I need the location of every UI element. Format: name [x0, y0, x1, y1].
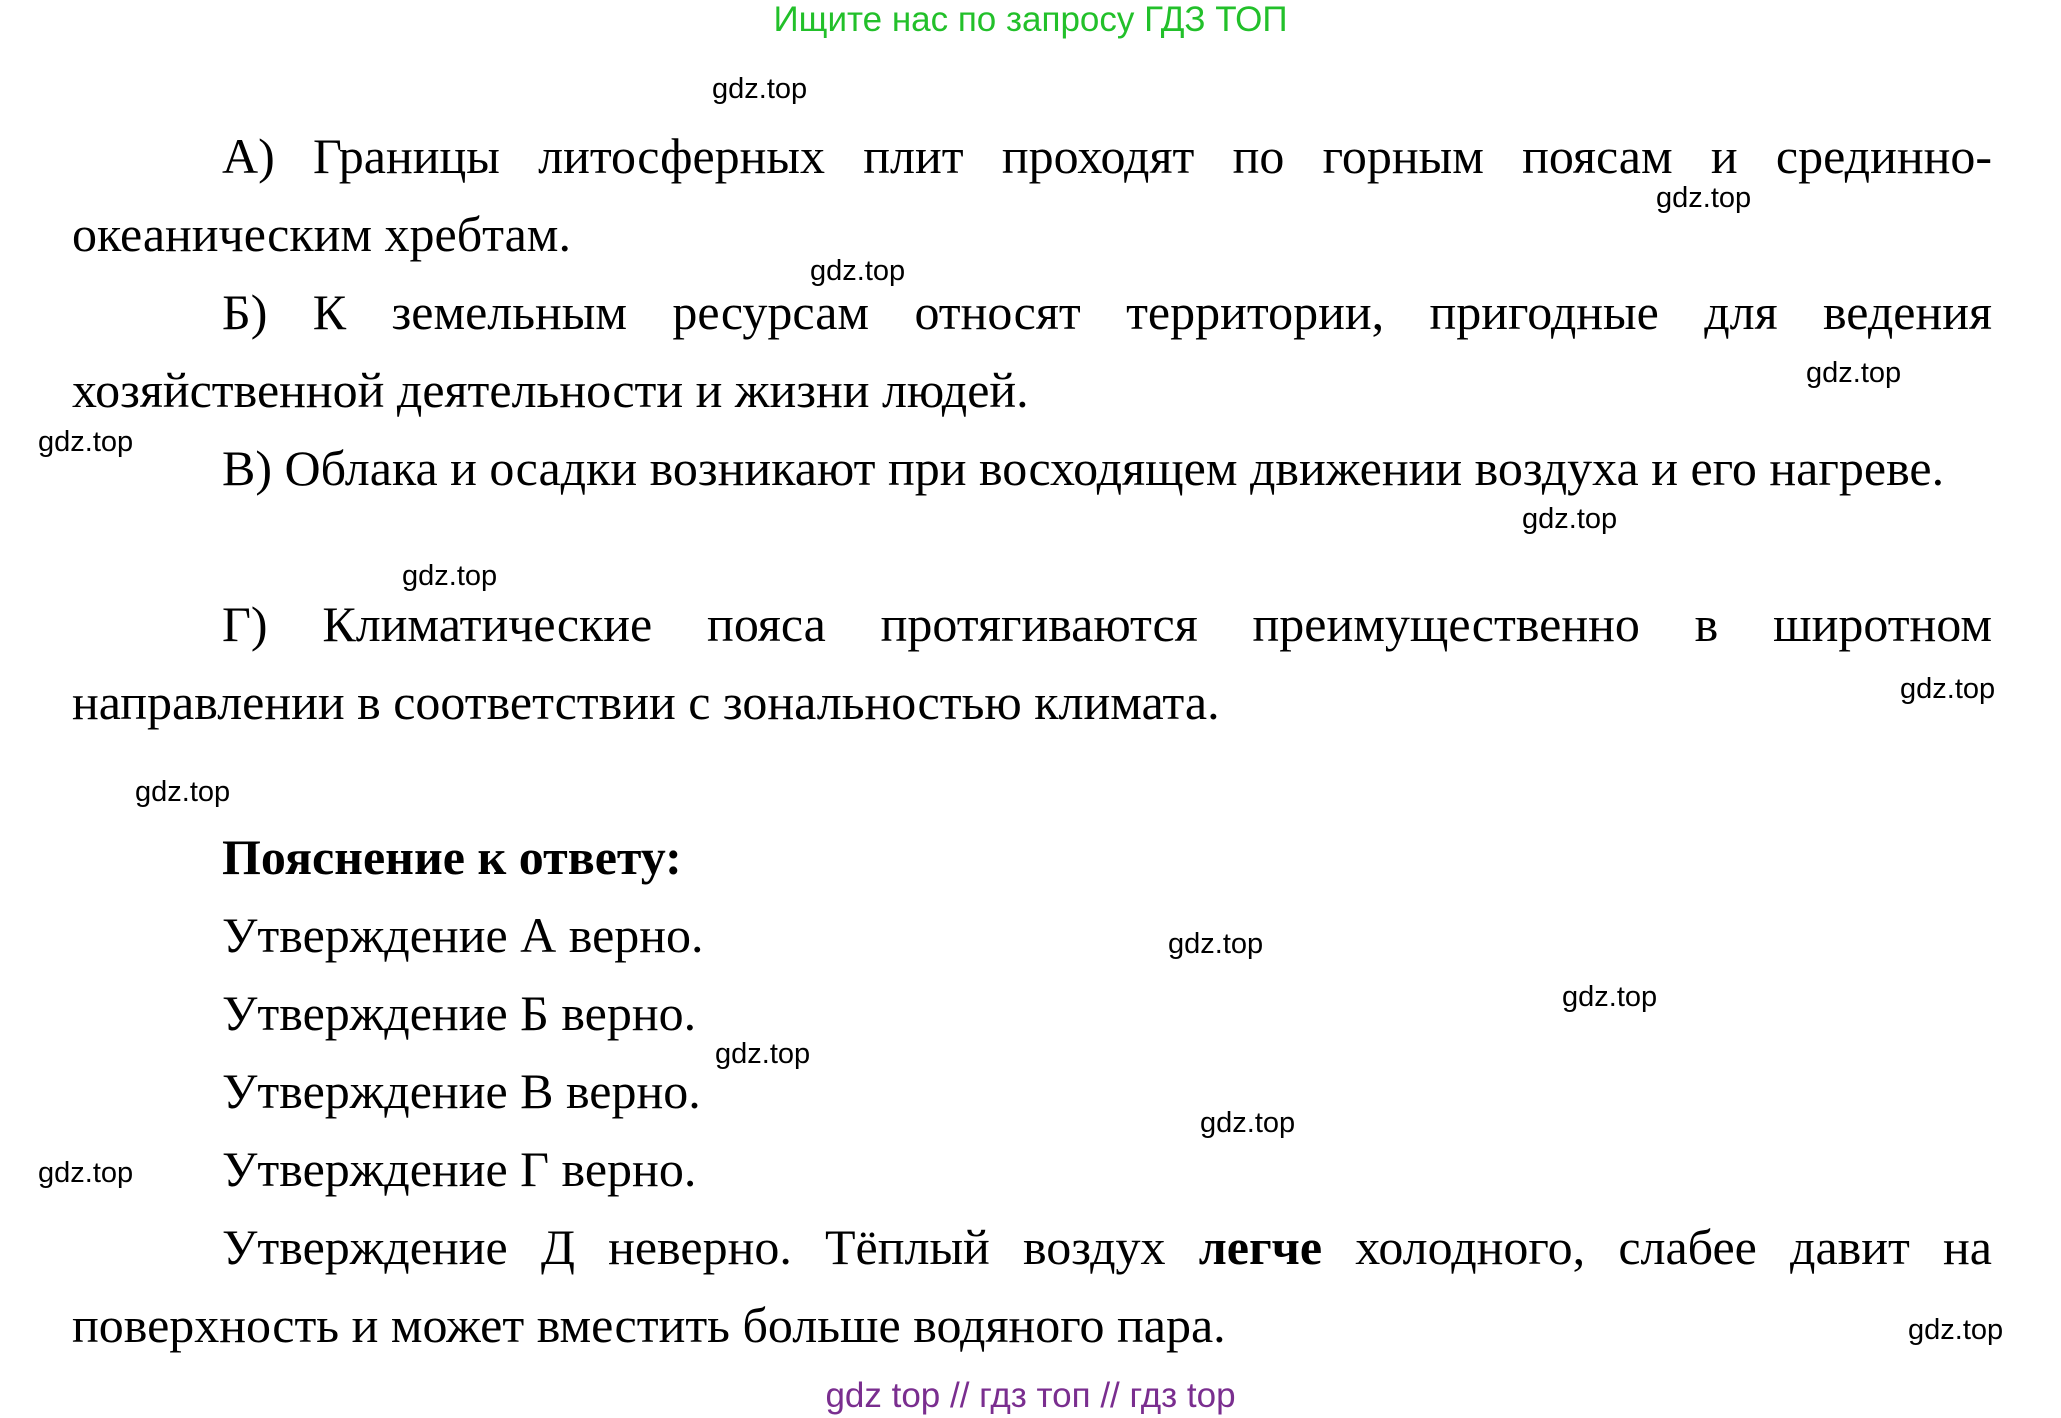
explanation-line-d	[72, 1208, 1992, 1364]
explanation-line-d-start: Утверждение Д неверно. Тёплый воздух	[222, 1219, 1199, 1275]
watermark: gdz.top	[1522, 503, 1618, 535]
explanation-line-b: Утверждение Б верно.	[222, 985, 697, 1041]
statement-v: В) Облака и осадки возникают при восходящем движении воздуха и его нагреве.	[222, 440, 1945, 496]
footer-watermark: gdz top // гдз топ // гдз top	[825, 1376, 1236, 1415]
statement-a: А) Границы литосферных плит проходят по горным поясам и срединно-океаническим хребтам.	[72, 128, 1992, 262]
watermark: gdz.top	[1562, 981, 1658, 1013]
watermark: gdz.top	[38, 426, 134, 458]
watermark: gdz.top	[402, 560, 498, 592]
watermark: gdz.top	[38, 1157, 134, 1189]
statement-g: Г) Климатические пояса протягиваются преимущественно в широтном направлении в соответствии с зональностью климата.	[72, 596, 1992, 730]
explanation-line-d-end: холодного, слабее давит на поверхность и может вместить больше водяного пара.	[72, 1219, 1992, 1353]
watermark: gdz.top	[712, 73, 808, 105]
statement-b: Б) К земельным ресурсам относят территории, пригодные для ведения хозяйственной деятельности и жизни людей.	[72, 284, 1992, 418]
watermark: gdz.top	[1908, 1314, 2004, 1346]
explanation-line-a: Утверждение А верно.	[222, 907, 704, 963]
watermark: gdz.top	[1656, 182, 1752, 214]
watermark: gdz.top	[1168, 928, 1264, 960]
explanation-line-g: Утверждение Г верно.	[222, 1141, 697, 1197]
watermark: gdz.top	[810, 255, 906, 287]
explanation-heading: Пояснение к ответу:	[222, 829, 682, 885]
watermark: gdz.top	[1200, 1107, 1296, 1139]
explanation-line-d-bold: легче	[1198, 1219, 1323, 1275]
watermark: gdz.top	[1806, 357, 1902, 389]
explanation-line-v: Утверждение В верно.	[222, 1063, 701, 1119]
watermark: gdz.top	[715, 1038, 811, 1070]
watermark: gdz.top	[135, 776, 231, 808]
watermark: gdz.top	[1900, 673, 1996, 705]
promo-header: Ищите нас по запросу ГДЗ ТОП	[773, 0, 1288, 39]
